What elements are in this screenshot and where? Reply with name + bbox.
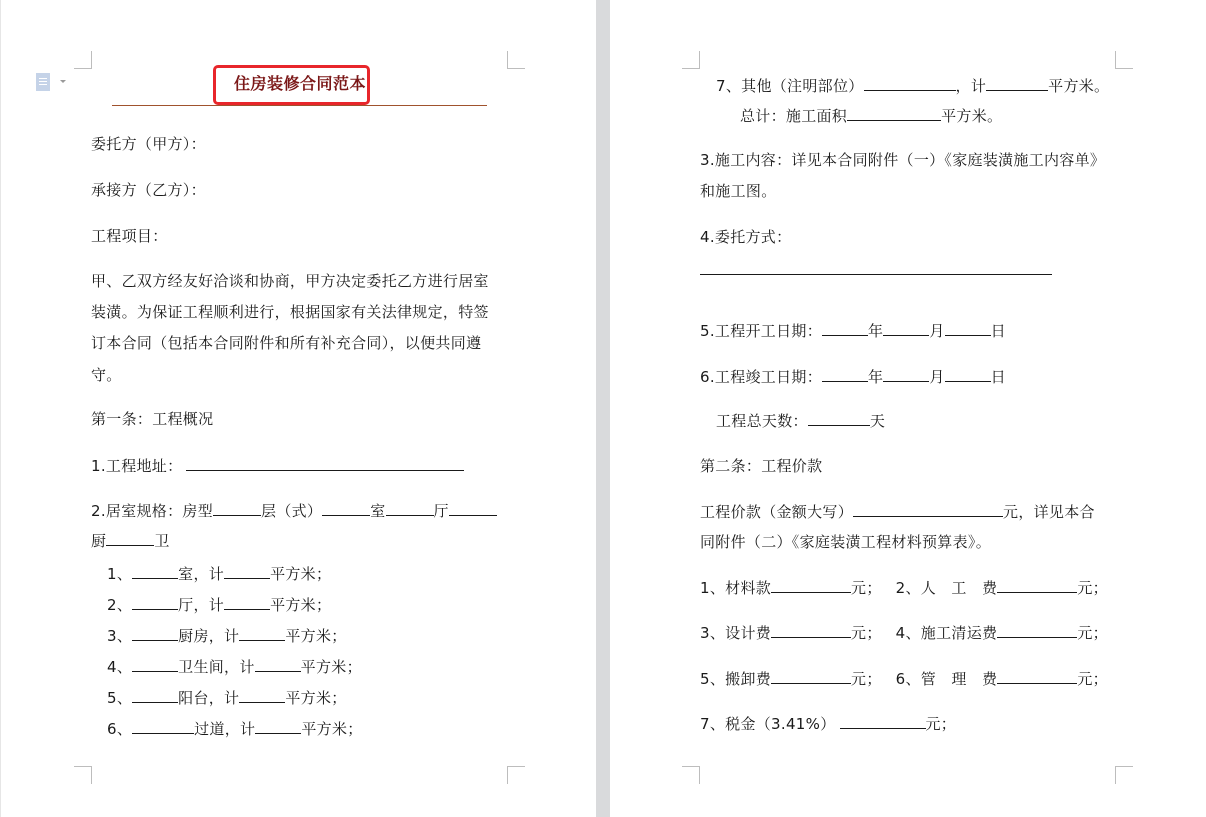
room-name: 卫生间，计 [178, 658, 255, 676]
work-content-line: 3.施工内容：详见本合同附件（一）《家庭装潢施工内容单》 [700, 151, 1106, 169]
other-unit-label: 平方米。 [1048, 77, 1110, 95]
room-area-field[interactable] [255, 718, 301, 734]
price-row [700, 501, 1095, 522]
room-area-field[interactable] [224, 594, 270, 610]
margin-corner-mark [507, 766, 525, 784]
spec-room-field[interactable] [322, 500, 370, 516]
spec-row [91, 500, 497, 521]
end-month-field[interactable] [883, 366, 929, 382]
fee-row [700, 668, 1108, 689]
spec-bath-field[interactable] [106, 530, 154, 546]
end-date-label: 6.工程竣工日期： [700, 368, 823, 386]
room-area-field[interactable] [255, 656, 301, 672]
total-days-row [716, 410, 885, 431]
tax-row [700, 713, 956, 734]
room-area-field[interactable] [239, 687, 285, 703]
spec-kitchen-field[interactable] [449, 500, 497, 516]
yuan-label: 元； [925, 715, 957, 733]
room-num: 5、 [107, 689, 133, 707]
margin-corner-mark [682, 51, 700, 69]
article-2-heading: 第二条：工程价款 [700, 457, 823, 475]
fee-field[interactable] [771, 622, 851, 638]
page-left [0, 0, 596, 817]
room-count-field[interactable] [132, 656, 178, 672]
price-suffix: 元，详见本合 [1003, 503, 1095, 521]
end-year-field[interactable] [822, 366, 868, 382]
room-name: 阳台，计 [178, 689, 240, 707]
spec-hall-field[interactable] [386, 500, 434, 516]
room-row [107, 563, 331, 584]
party-b-label: 承接方（乙方）： [91, 181, 206, 199]
room-count-field[interactable] [132, 625, 178, 641]
project-label: 工程项目： [91, 227, 168, 245]
room-unit: 平方米； [300, 658, 362, 676]
room-name: 厨房，计 [178, 627, 240, 645]
yuan-label: 元； [1077, 670, 1108, 688]
intro-line: 装潢。为保证工程顺利进行，根据国家有关法律规定，特签 [91, 303, 489, 321]
total-days-label: 工程总天数： [716, 412, 808, 430]
intro-line: 订本合同（包括本合同附件和所有补充合同），以便共同遵 [91, 334, 482, 352]
fee-field[interactable] [997, 668, 1077, 684]
month-label: 月 [929, 368, 945, 386]
other-area-row [716, 75, 1109, 96]
room-name: 厅，计 [178, 596, 225, 614]
total-area-field[interactable] [847, 105, 941, 121]
room-name: 室，计 [178, 565, 225, 583]
total-area-row [740, 105, 1002, 126]
commission-method-field[interactable] [700, 274, 1052, 275]
room-num: 1、 [107, 565, 133, 583]
fee-label: 3、设计费 [700, 624, 772, 642]
other-mid-label: ，计 [955, 77, 987, 95]
address-row [91, 455, 464, 476]
spec-floor-label: 层（式） [261, 502, 323, 520]
margin-corner-mark [74, 766, 92, 784]
fee-field[interactable] [771, 668, 851, 684]
room-num: 6、 [107, 720, 133, 738]
room-row [107, 656, 362, 677]
room-num: 3、 [107, 627, 133, 645]
room-name: 过道，计 [194, 720, 256, 738]
start-month-field[interactable] [883, 320, 929, 336]
margin-corner-mark [682, 766, 700, 784]
total-area-label: 总计：施工面积 [740, 107, 848, 125]
month-label: 月 [929, 322, 945, 340]
article-1-heading: 第一条：工程概况 [91, 410, 214, 428]
fee-label: 6、管 理 费 [895, 670, 998, 688]
room-unit: 平方米； [270, 596, 332, 614]
fee-label: 4、施工清运费 [895, 624, 998, 642]
room-area-field[interactable] [239, 625, 285, 641]
room-row [107, 594, 331, 615]
commission-method-label: 4.委托方式： [700, 228, 792, 246]
fee-label: 1、材料款 [700, 579, 772, 597]
total-days-unit: 天 [869, 412, 886, 430]
yuan-label: 元； [851, 670, 882, 688]
spec-bath-label: 卫 [154, 532, 170, 550]
spec-row-2 [91, 530, 170, 551]
address-field[interactable] [186, 455, 464, 471]
other-location-field[interactable] [864, 75, 956, 91]
room-count-field[interactable] [132, 718, 194, 734]
room-num: 2、 [107, 596, 133, 614]
room-count-field[interactable] [132, 563, 178, 579]
price-amount-field[interactable] [853, 501, 1003, 517]
room-area-field[interactable] [224, 563, 270, 579]
year-label: 年 [868, 322, 884, 340]
fee-field[interactable] [997, 622, 1077, 638]
room-unit: 平方米； [285, 689, 347, 707]
start-year-field[interactable] [822, 320, 868, 336]
title-underline [112, 105, 487, 106]
room-count-field[interactable] [132, 594, 178, 610]
room-unit: 平方米； [270, 565, 332, 583]
fee-field[interactable] [997, 577, 1077, 593]
day-label: 日 [990, 368, 1006, 386]
tax-field[interactable] [840, 713, 926, 729]
tax-label: 7、税金（3.41%） [700, 715, 836, 733]
price-label: 工程价款（金额大写） [700, 503, 854, 521]
intro-line: 甲、乙双方经友好洽谈和协商，甲方决定委托乙方进行居室 [91, 272, 489, 290]
spec-floor-field[interactable] [213, 500, 261, 516]
spec-room-label: 室 [370, 502, 386, 520]
room-count-field[interactable] [132, 687, 178, 703]
other-area-field[interactable] [986, 75, 1048, 91]
year-label: 年 [868, 368, 884, 386]
price-note: 同附件（二）《家庭装潢工程材料预算表》。 [700, 533, 992, 551]
party-a-label: 委托方（甲方）： [91, 135, 206, 153]
document-title: 住房装修合同范本 [234, 74, 367, 93]
margin-corner-mark [1115, 766, 1133, 784]
start-date-row [700, 320, 1006, 341]
total-days-field[interactable] [808, 410, 870, 426]
room-unit: 平方米； [285, 627, 347, 645]
room-row [107, 687, 347, 708]
start-date-label: 5.工程开工日期： [700, 322, 823, 340]
day-label: 日 [990, 322, 1006, 340]
room-unit: 平方米； [301, 720, 363, 738]
end-date-row [700, 366, 1006, 387]
yuan-label: 元； [851, 579, 882, 597]
page-right [610, 0, 1206, 817]
spec-hall-label: 厅 [433, 502, 449, 520]
yuan-label: 元； [1077, 624, 1108, 642]
address-label: 1.工程地址： [91, 457, 183, 475]
margin-corner-mark [507, 51, 525, 69]
chevron-down-icon[interactable] [60, 80, 66, 83]
start-day-field[interactable] [945, 320, 991, 336]
spec-label: 2.居室规格：房型 [91, 502, 214, 520]
end-day-field[interactable] [945, 366, 991, 382]
fee-row [700, 622, 1108, 643]
room-num: 4、 [107, 658, 133, 676]
fee-row [700, 577, 1108, 598]
other-area-label: 7、其他（注明部位） [716, 77, 864, 95]
fee-field[interactable] [771, 577, 851, 593]
spec-kitchen-label: 厨 [91, 532, 107, 550]
room-row [107, 625, 347, 646]
margin-corner-mark [74, 51, 92, 69]
yuan-label: 元； [851, 624, 882, 642]
intro-line: 守。 [91, 366, 122, 384]
work-content-line: 和施工图。 [700, 182, 777, 200]
fee-label: 5、搬卸费 [700, 670, 772, 688]
page-gutter [596, 0, 610, 817]
document-options-icon[interactable] [36, 73, 50, 91]
margin-corner-mark [1115, 51, 1133, 69]
yuan-label: 元； [1077, 579, 1108, 597]
fee-label: 2、人 工 费 [895, 579, 998, 597]
total-unit-label: 平方米。 [941, 107, 1003, 125]
room-row [107, 718, 363, 739]
